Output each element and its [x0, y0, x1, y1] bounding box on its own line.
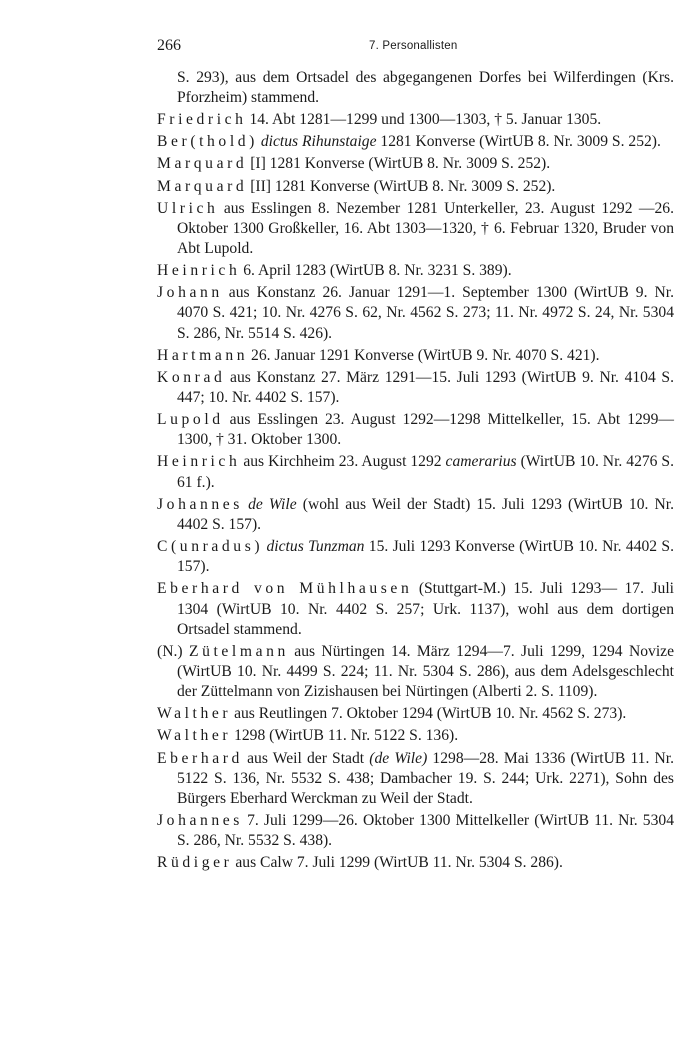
list-entry: Walther 1298 (WirtUB 11. Nr. 5122 S. 136). — [157, 727, 459, 745]
list-entry: Marquard [II] 1281 Konverse (WirtUB 8. Nr. 3009 S. 252). — [157, 177, 556, 195]
person-name: Hartmann — [157, 346, 249, 364]
list-entry: Friedrich 14. Abt 1281—1299 und 1300—1303, † 5. Januar 1305. — [157, 111, 602, 129]
person-name: Ulrich — [157, 199, 219, 217]
epithet: dictus Tunzman — [262, 538, 365, 556]
person-name: Konrad — [157, 368, 226, 386]
epithet: camerarius — [445, 453, 517, 471]
person-name: Friedrich — [157, 111, 247, 129]
person-name: Heinrich — [157, 262, 241, 280]
list-entry: Walther aus Reutlingen 7. Oktober 1294 (WirtUB 10. Nr. 4562 S. 273). — [157, 705, 627, 723]
list-entry: Johannes 7. Juli 1299—26. Oktober 1300 Mittelkeller (WirtUB 11. Nr. 5304 S. 286, Nr. 5532 S. 438). — [157, 812, 674, 850]
list-entry: Heinrich aus Kirchheim 23. August 1292 camerarius (WirtUB 10. Nr. 4276 S. 61 f.). — [157, 453, 675, 491]
list-entry: Marquard [I] 1281 Konverse (WirtUB 8. Nr. 3009 S. 252). — [157, 155, 551, 173]
epithet: (de Wile) — [369, 749, 428, 767]
list-entry: Lupold aus Esslingen 23. August 1292—1298 Mittelkeller, 15. Abt 1299—1300, † 31. Oktober 1300. — [157, 411, 674, 449]
page-header — [157, 36, 674, 58]
person-name: Eberhard — [157, 749, 243, 767]
list-entry: Hartmann 26. Januar 1291 Konverse (WirtUB 9. Nr. 4070 S. 421). — [157, 346, 600, 364]
list-entry: (N.) Zütelmann aus Nürtingen 14. März 1294—7. Juli 1299, 1294 Novize (WirtUB 10. Nr. 4499 S. 224; 11. Nr. 5304 S. 286), aus dem Adelsgeschlecht der Züttelmann von Zizishausen bei Nürtingen (Alberti 2. S. 1109). — [157, 642, 674, 701]
list-entry: Eberhard aus Weil der Stadt (de Wile) 1298—28. Mai 1336 (WirtUB 11. Nr. 5122 S. 136, Nr. 5532 S. 438; Dambacher 19. S. 244; Urk. 2271), Sohn des Bürgers Eberhard Werckman zu Weil der Stadt. — [157, 749, 675, 807]
person-name: Marquard — [157, 155, 248, 173]
list-entry: Johannes de Wile (wohl aus Weil der Stadt) 15. Juli 1293 (WirtUB 10. Nr. 4402 S. 157). — [157, 495, 675, 533]
running-head: 7. Personallisten — [369, 40, 458, 52]
person-name: Eberhard von Mühlhausen — [157, 580, 413, 598]
list-entry: Konrad aus Konstanz 27. März 1291—15. Juli 1293 (WirtUB 9. Nr. 4104 S. 447; 10. Nr. 4402 S. 157). — [157, 368, 674, 407]
person-name: Lupold — [157, 411, 224, 429]
list-entry: Eberhard von Mühlhausen (Stuttgart-M.) 15. Juli 1293— 17. Juli 1304 (WirtUB 10. Nr. 4402 S. 257; Urk. 1137), wohl aus dem dortigen Ortsadel stammend. — [157, 580, 674, 638]
person-name: C(unradus) — [157, 538, 264, 556]
list-entry: Ulrich aus Esslingen 8. Nezember 1281 Unterkeller, 23. August 1292 —26. Oktober 1300 Großkeller, 16. Abt 1303—1320, † 6. Februar 1320, Bruder von Abt Lupold. — [157, 199, 674, 258]
epithet: dictus Rihunstaige — [256, 133, 377, 151]
list-entry: Rüdiger aus Calw 7. Juli 1299 (WirtUB 11. Nr. 5304 S. 286). — [157, 854, 563, 872]
person-name: Heinrich — [157, 453, 241, 471]
person-name: Ber(thold) — [157, 133, 258, 151]
person-name: Rüdiger — [157, 854, 233, 872]
list-entry: S. 293), aus dem Ortsadel des abgegangenen Dorfes bei Wilferdingen (Krs. Pforzheim) stammend. — [177, 69, 674, 107]
person-name: Johann — [157, 284, 223, 302]
list-entry: Heinrich 6. April 1283 (WirtUB 8. Nr. 3231 S. 389). — [157, 262, 512, 280]
list-entry: C(unradus) dictus Tunzman 15. Juli 1293 Konverse (WirtUB 10. Nr. 4402 S. 157). — [157, 538, 675, 576]
person-name: Johannes — [157, 812, 243, 830]
page-number: 266 — [157, 37, 181, 54]
personnel-list — [157, 68, 674, 875]
person-name: Walther — [157, 705, 232, 723]
list-entry: Johann aus Konstanz 26. Januar 1291—1. September 1300 (WirtUB 9. Nr. 4070 S. 421; 10. Nr. 4276 S. 62, Nr. 4562 S. 273; 11. Nr. 4972 S. 24, Nr. 5304 S. 286, Nr. 5514 S. 426). — [157, 284, 674, 342]
person-name: Walther — [157, 727, 232, 745]
person-name: Zütelmann — [188, 642, 289, 660]
person-name: Johannes — [157, 495, 243, 513]
list-entry: Ber(thold) dictus Rihunstaige 1281 Konverse (WirtUB 8. Nr. 3009 S. 252). — [157, 133, 661, 151]
person-name: Marquard — [157, 177, 248, 195]
epithet: de Wile — [241, 495, 297, 513]
